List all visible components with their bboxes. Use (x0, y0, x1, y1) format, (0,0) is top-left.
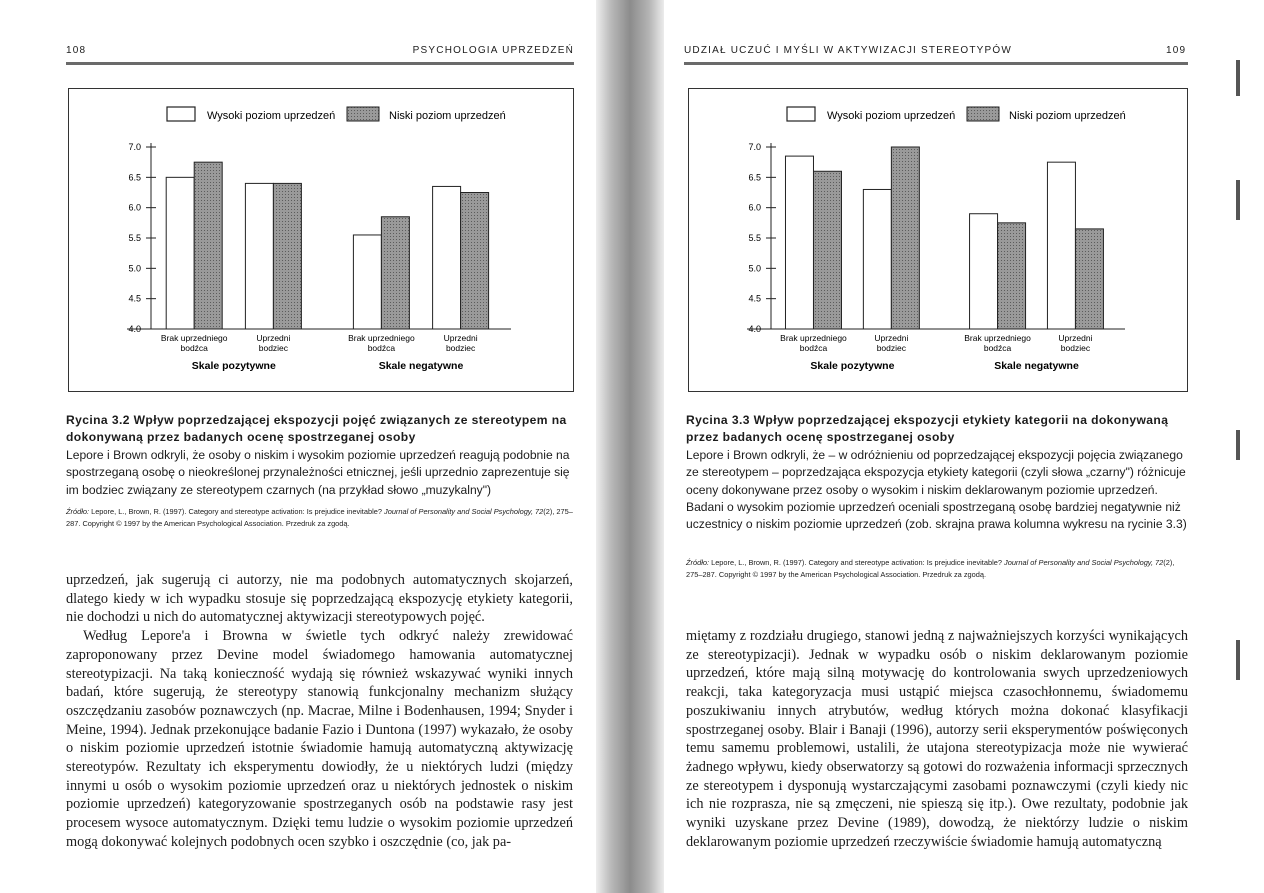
category-label-line1: Brak uprzedniego (160, 333, 228, 343)
page-edge-mark (1236, 60, 1240, 96)
source-text: Lepore, L., Brown, R. (1997). Category and stereotype activation: Is prejudice inevitable? (91, 507, 382, 516)
figure-caption (686, 412, 1188, 534)
page-number: 108 (66, 45, 87, 56)
bar-high-4 (1047, 162, 1075, 329)
group-label-positive: Skale pozytywne (810, 360, 895, 372)
page-edge-mark (1236, 180, 1240, 220)
category-label-line2: bodźca (983, 343, 1012, 353)
source-text: Lepore, L., Brown, R. (1997). Category and stereotype activation: Is prejudice inevitable? (711, 558, 1002, 567)
legend-label-low: Niski poziom uprzedzeń (389, 110, 506, 122)
legend-label-low: Niski poziom uprzedzeń (1009, 110, 1126, 122)
category-label-line1: Brak uprzedniego (964, 333, 1031, 343)
page-edge-mark (1236, 640, 1240, 680)
source-tail: (2), 275–287. Copyright © 1997 by the American Psychological Association. Przedruk za zgodą. (66, 507, 573, 528)
y-tick-label: 7.0 (748, 142, 761, 152)
group-label-positive: Skale pozytywne (191, 360, 276, 372)
legend-swatch-high (787, 107, 815, 121)
legend-swatch-low (347, 107, 379, 121)
figure-source (66, 506, 574, 530)
category-label-line2: bodziec (1060, 343, 1091, 353)
category-label-line1: Uprzedni (1058, 333, 1093, 343)
left-page (0, 0, 596, 893)
page-number: 109 (1166, 45, 1187, 56)
figure-title-text: Wpływ poprzedzającej ekspozycji pojęć związanych ze stereotypem na dokonywaną przez badanych ocenę spostrzeganej osoby (66, 413, 567, 445)
y-tick-label: 5.5 (128, 233, 141, 243)
book-gutter-shadow (596, 0, 664, 893)
bar-high-1 (166, 177, 194, 329)
bar-high-2 (245, 183, 273, 329)
bar-chart (69, 89, 573, 391)
y-tick-label: 4.5 (128, 293, 141, 304)
category-label-line2: bodziec (258, 343, 289, 353)
category-label-line2: bodziec (876, 343, 907, 353)
header-rule (66, 62, 574, 65)
bar-high-4 (433, 186, 461, 329)
bar-high-3 (353, 235, 381, 329)
bar-low-1 (813, 171, 841, 329)
bar-low-4 (461, 193, 489, 330)
bar-low-1 (194, 162, 222, 329)
y-tick-label: 4.0 (128, 324, 141, 334)
legend-swatch-low (967, 107, 999, 121)
category-label-line1: Uprzedni (256, 333, 291, 343)
running-head: PSYCHOLOGIA UPRZEDZEŃ (412, 45, 574, 56)
paragraph: Według Lepore'a i Browna w świetle tych odkryć należy zrewidować zaproponowany przez Devine model świadomego hamowania automatycznej stereotypizacji. Na taką konieczność wydają się również wskazywać wyniki innych badań, które sugerują, że stereotypy stanowią funkcjonalny mechanizm służący oszczędzaniu zasobów poznawczych (np. Macrae, Milne i Bodenhausen, 1994; Snyder i Meine, 1994). Jednak przekonujące badanie Fazio i Duntona (1997) wykazało, że osoby o niskim poziomie uprzedzeń istotnie świadomie hamują automatyczną aktywizację stereotypów. Rezultaty ich eksperymentu dowiodły, że u niektórych ludzi (między innymi u osób o wysokim poziomie uprzedzeń oraz u niektórych jednostek o niskim poziomie uprzedzeń) kategoryzowanie spostrzeganych osób na podstawie rasy jest procesem wysoce automatycznym. Dzięki temu ludzie o wysokim poziomie uprzedzeń mogą dokonywać kolejnych podobnych ocen szybko i oszczędnie (co, jak pa- (66, 628, 573, 850)
figure-title-text: Wpływ poprzedzającej ekspozycji etykiety kategorii na dokonywaną przez badanych ocenę spostrzeganej osoby (686, 413, 1169, 445)
y-tick-label: 6.5 (748, 172, 761, 183)
right-page (664, 0, 1264, 893)
category-label-line1: Brak uprzedniego (780, 333, 847, 343)
bar-low-3 (381, 217, 409, 329)
figure-label: Rycina 3.3 (686, 413, 750, 427)
paragraph: uprzedzeń, jak sugerują ci autorzy, nie ma podobnych automatycznych skojarzeń, dlatego kiedy w ich wypadku stosuje się poprzedzającą ekspozycję etykiety kategorii, nie dochodzi u nich do automatycznej aktywizacji stereotypowych pojęć. (66, 572, 573, 626)
group-label-negative: Skale negatywne (994, 360, 1079, 372)
figure-title (686, 412, 1188, 447)
bar-high-2 (863, 189, 891, 329)
figure-description: Lepore i Brown odkryli, że – w odróżnieniu od poprzedzającej ekspozycji pojęcia związanego ze stereotypem – poprzedzająca ekspozycja etykiety kategorii (czyli słowa „czarny") różnicuje oceny dokonywane przez osoby o wysokim i niskim deklarowanym poziomie uprzedzeń. Badani o wysokim poziomie uprzedzeń oceniali spostrzeganą osobę bardziej negatywnie niż uczestnicy o niskim poziomie uprzedzeń (zob. skrajna prawa kolumna wykresu na rycinie 3.3) (686, 447, 1187, 532)
source-journal: Journal of Personality and Social Psychology, 72 (1004, 558, 1164, 567)
bar-high-1 (785, 156, 813, 329)
figure-caption (66, 412, 574, 499)
y-tick-label: 5.5 (748, 233, 761, 243)
source-journal: Journal of Personality and Social Psychology, 72 (384, 507, 544, 516)
legend-swatch-high (167, 107, 195, 121)
category-label-line1: Brak uprzedniego (348, 333, 415, 343)
page-edge-mark (1236, 430, 1240, 460)
group-label-negative: Skale negatywne (378, 360, 464, 372)
source-label: Źródło: (686, 558, 710, 567)
running-head: UDZIAŁ UCZUĆ I MYŚLI W AKTYWIZACJI STEREOTYPÓW (684, 45, 1012, 56)
y-tick-label: 7.0 (128, 142, 141, 152)
category-label-line2: bodźca (180, 343, 208, 353)
bar-chart (689, 89, 1187, 391)
category-label-line2: bodźca (799, 343, 828, 353)
body-text (66, 571, 573, 852)
legend-label-high: Wysoki poziom uprzedzeń (827, 110, 956, 122)
category-label-line2: bodźca (367, 343, 396, 353)
figure-source (686, 557, 1188, 581)
y-tick-label: 6.0 (748, 202, 761, 213)
y-tick-label: 6.5 (128, 172, 141, 183)
category-label-line1: Uprzedni (443, 333, 478, 343)
category-label-line1: Uprzedni (874, 333, 909, 343)
source-tail: (2), 275–287. Copyright © 1997 by the American Psychological Association. Przedruk za zgodą. (686, 558, 1175, 579)
y-tick-label: 5.0 (128, 263, 141, 274)
source-label: Źródło: (66, 507, 90, 516)
figure-label: Rycina 3.2 (66, 413, 130, 427)
y-tick-label: 6.0 (128, 202, 141, 213)
figure-frame (688, 88, 1188, 392)
category-label-line2: bodziec (445, 343, 476, 353)
bar-low-2 (891, 147, 919, 329)
bar-low-4 (1075, 229, 1103, 329)
header-rule (684, 62, 1188, 65)
body-text (686, 627, 1188, 851)
bar-high-3 (970, 214, 998, 329)
paragraph: miętamy z rozdziału drugiego, stanowi jedną z najważniejszych korzyści wynikających ze stereotypizacji). Jednak w wypadku osób o niskim deklarowanym poziomie uprzedzeń, które mają silną motywację do kontrolowania swych uprzedzeniowych reakcji, taka kategoryzacja musi ustąpić miejsca czasochłonnemu, świadomemu poszukiwaniu innych atrybutów, według których można dokonać klasyfikacji spostrzeganej osoby. Blair i Banaji (1996), autorzy serii eksperymentów poświęconych temu samemu problemowi, ustalili, że utajona stereotypizacja może nie wywierać żadnego wpływu, kiedy obserwatorzy są gotowi do rozważenia informacji sprzecznych ze stereotypem i dysponują wystarczającymi zasobami poznawczymi (czyli kiedy nic ich nie rozprasza, nie są zmęczeni, nie spieszą się itp.). Owe rezultaty, podobnie jak wyniki uzyskane przez Devine (1989), dowodzą, że niektórzy ludzie o niskim deklarowanym poziomie uprzedzeń rzeczywiście świadomie hamują automatyczną (686, 628, 1188, 850)
y-tick-label: 5.0 (748, 263, 761, 274)
figure-title (66, 412, 574, 447)
y-tick-label: 4.5 (748, 293, 761, 304)
y-tick-label: 4.0 (748, 324, 761, 334)
bar-low-2 (273, 183, 301, 329)
bar-low-3 (998, 223, 1026, 329)
figure-description: Lepore i Brown odkryli, że osoby o niskim i wysokim poziomie uprzedzeń reagują podobnie na spostrzeganą osobę o nieokreślonej przynależności etnicznej, jeśli uprzednio zaprezentuje się im bodziec związany ze stereotypem czarnych (na przykład słowo „muzykalny") (66, 447, 570, 497)
figure-frame (68, 88, 574, 392)
legend-label-high: Wysoki poziom uprzedzeń (207, 110, 336, 122)
